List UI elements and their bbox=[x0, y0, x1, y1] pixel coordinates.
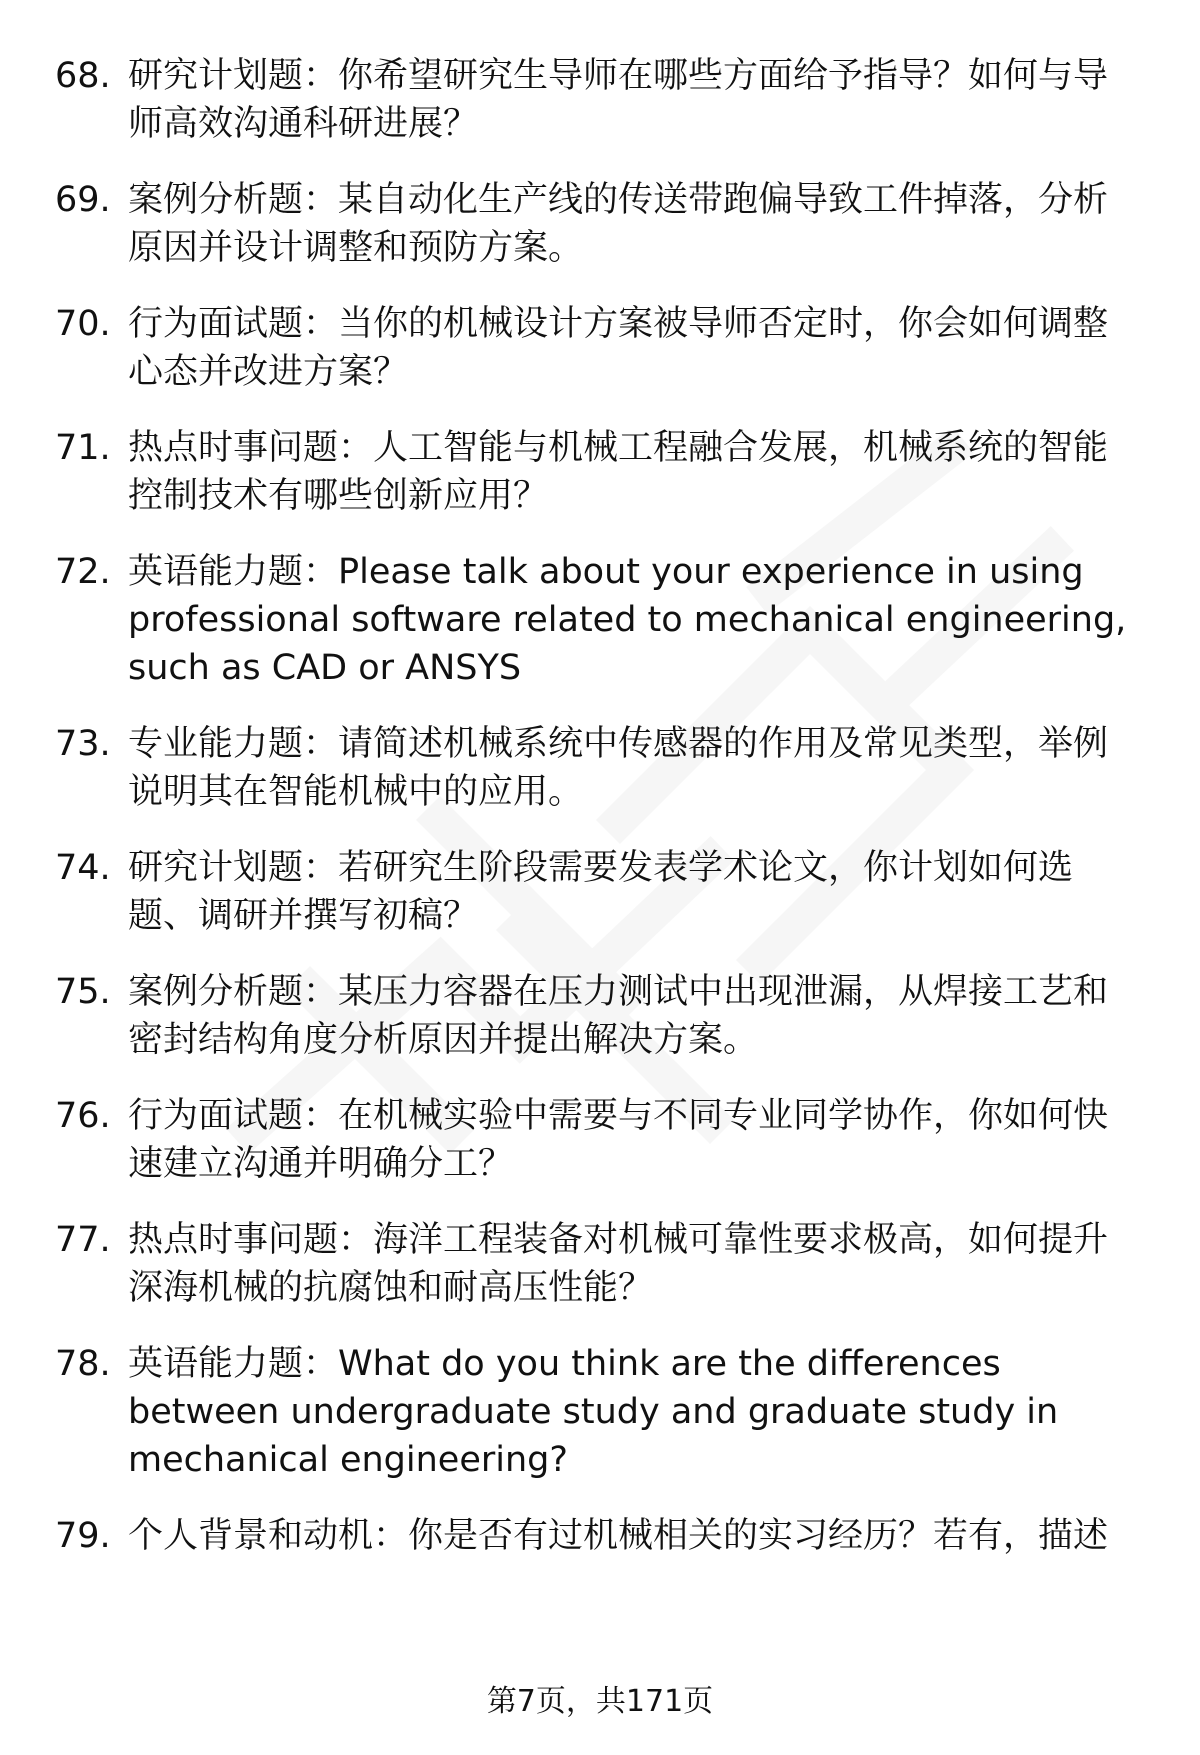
list-item bbox=[0, 1216, 1200, 1312]
question-number: 69. bbox=[55, 180, 111, 220]
question-number: 76. bbox=[55, 1096, 111, 1136]
list-item bbox=[0, 844, 1200, 940]
question-number: 74. bbox=[55, 848, 111, 888]
question-number: 70. bbox=[55, 304, 111, 344]
question-text: 行为面试题：当你的机械设计方案被导师否定时，你会如何调整心态并改进方案？ bbox=[128, 304, 1109, 392]
question-text: 个人背景和动机：你是否有过机械相关的实习经历？若有，描述 bbox=[128, 1516, 1109, 1556]
list-item bbox=[0, 176, 1200, 272]
question-number: 68. bbox=[55, 56, 111, 96]
question-number: 73. bbox=[55, 724, 111, 764]
question-number: 79. bbox=[55, 1516, 111, 1556]
question-text: 热点时事问题：海洋工程装备对机械可靠性要求极高，如何提升深海机械的抗腐蚀和耐高压性能？ bbox=[128, 1220, 1109, 1308]
question-number: 75. bbox=[55, 972, 111, 1012]
question-number: 78. bbox=[55, 1344, 111, 1384]
question-text: 案例分析题：某自动化生产线的传送带跑偏导致工件掉落，分析原因并设计调整和预防方案。 bbox=[128, 180, 1109, 268]
question-text: 热点时事问题：人工智能与机械工程融合发展，机械系统的智能控制技术有哪些创新应用？ bbox=[128, 428, 1109, 516]
question-text: 英语能力题：What do you think are the differences between undergraduate study and graduate study in mechanical engineering? bbox=[128, 1344, 1059, 1480]
list-item bbox=[0, 968, 1200, 1064]
list-item bbox=[0, 1092, 1200, 1188]
question-text: 行为面试题：在机械实验中需要与不同专业同学协作，你如何快速建立沟通并明确分工？ bbox=[128, 1096, 1109, 1184]
question-text: 专业能力题：请简述机械系统中传感器的作用及常见类型，举例说明其在智能机械中的应用。 bbox=[128, 724, 1109, 812]
question-number: 72. bbox=[55, 552, 111, 592]
question-number: 71. bbox=[55, 428, 111, 468]
list-item bbox=[0, 720, 1200, 816]
question-text: 英语能力题：Please talk about your experience in using professional software related to mechanical engineering, such as CAD or ANSYS bbox=[128, 552, 1127, 688]
question-list bbox=[0, 52, 1200, 1588]
page-footer: 第7页，共171页 bbox=[486, 1684, 714, 1719]
list-item bbox=[0, 300, 1200, 396]
question-number: 77. bbox=[55, 1220, 111, 1260]
question-text: 研究计划题：若研究生阶段需要发表学术论文，你计划如何选题、调研并撰写初稿？ bbox=[128, 848, 1074, 936]
list-item bbox=[0, 1512, 1200, 1560]
question-text: 案例分析题：某压力容器在压力测试中出现泄漏，从焊接工艺和密封结构角度分析原因并提出解决方案。 bbox=[128, 972, 1109, 1060]
list-item bbox=[0, 548, 1200, 692]
list-item bbox=[0, 52, 1200, 148]
list-item bbox=[0, 1340, 1200, 1484]
question-text: 研究计划题：你希望研究生导师在哪些方面给予指导？如何与导师高效沟通科研进展？ bbox=[128, 56, 1109, 144]
list-item bbox=[0, 424, 1200, 520]
